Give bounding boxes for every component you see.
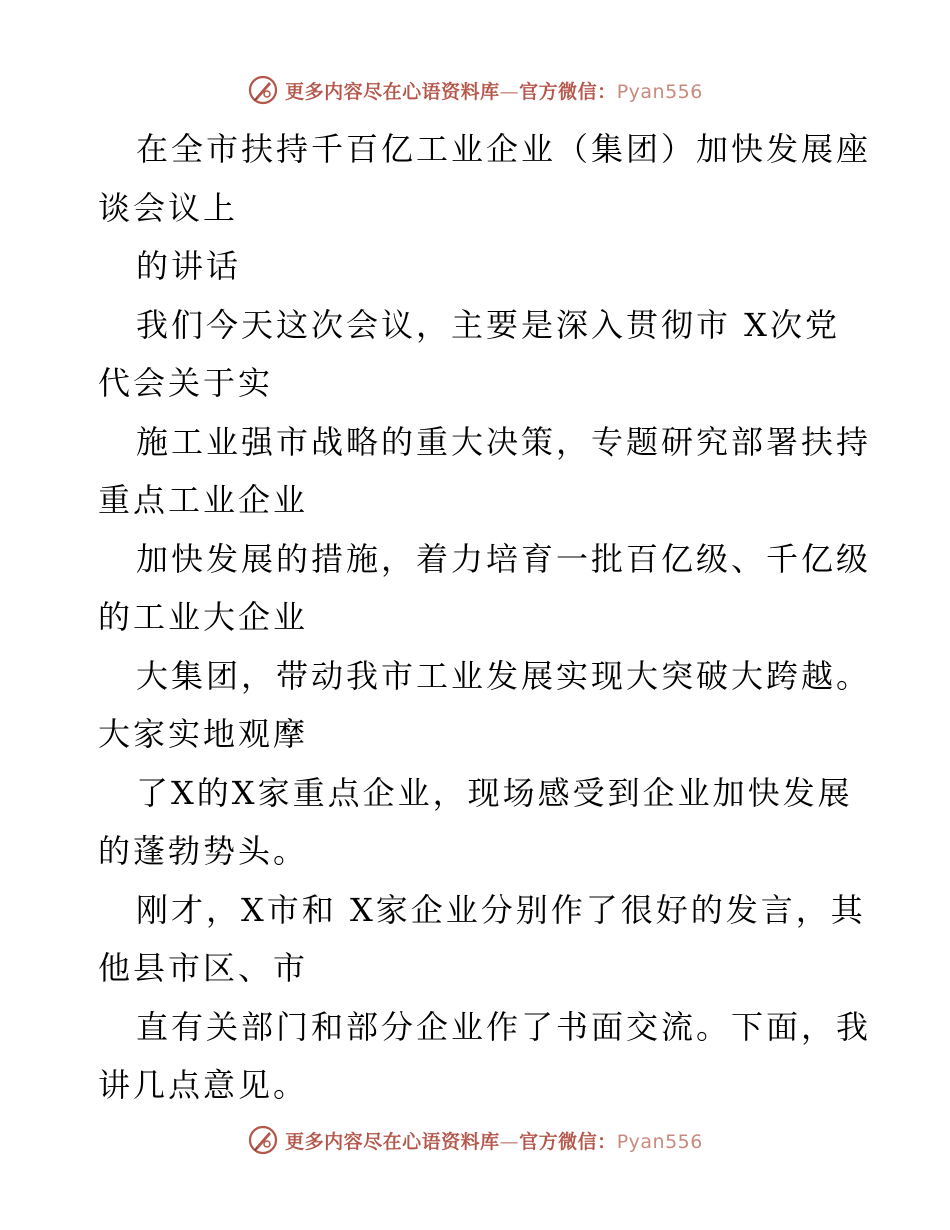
body-line: 大家实地观摩 <box>98 715 309 753</box>
header-wechat-label: 官方微信： <box>519 80 617 103</box>
body-line: 了X的X家重点企业，现场感受到企业加快发展 <box>136 773 853 812</box>
footer-wechat-label: 官方微信： <box>519 1130 617 1153</box>
body-line: 我们今天这次会议，主要是深入贯彻市 X次党 <box>136 305 840 344</box>
body-line: 刚才，X市和 X家企业分别作了很好的发言，其 <box>136 890 866 929</box>
footer-wechat-id: Pyan556 <box>616 1130 703 1153</box>
body-line: 施工业强市战略的重大决策，专题研究部署扶持 <box>136 422 872 461</box>
body-line: 的讲话 <box>136 247 242 285</box>
header-dash: — <box>499 80 520 103</box>
footer-banner-text <box>285 1127 703 1154</box>
footer-banner <box>0 1120 950 1160</box>
body-line: 在全市扶持千百亿工业企业（集团）加快发展座 <box>136 130 872 168</box>
header-promo-text: 更多内容尽在心语资料库 <box>285 80 500 103</box>
quill-pen-logo-icon <box>247 1124 279 1156</box>
body-line: 重点工业企业 <box>98 481 309 519</box>
header-banner-text <box>285 77 703 104</box>
footer-dash: — <box>499 1130 520 1153</box>
body-line: 谈会议上 <box>98 188 239 227</box>
footer-promo-text: 更多内容尽在心语资料库 <box>285 1130 500 1153</box>
document-body <box>98 120 872 1115</box>
header-wechat-id: Pyan556 <box>616 80 703 103</box>
body-line: 的工业大企业 <box>98 598 309 636</box>
body-line: 的蓬勃势头。 <box>98 832 309 870</box>
header-banner <box>0 70 950 110</box>
body-line: 大集团，带动我市工业发展实现大突破大跨越。 <box>136 656 872 695</box>
body-line: 代会关于实 <box>98 364 274 402</box>
quill-pen-logo-icon <box>247 74 279 106</box>
body-line: 他县市区、市 <box>98 949 309 987</box>
body-line: 讲几点意见。 <box>98 1066 309 1104</box>
body-line: 直有关部门和部分企业作了书面交流。下面，我 <box>136 1007 872 1046</box>
body-line: 加快发展的措施，着力培育一批百亿级、千亿级 <box>136 539 872 578</box>
